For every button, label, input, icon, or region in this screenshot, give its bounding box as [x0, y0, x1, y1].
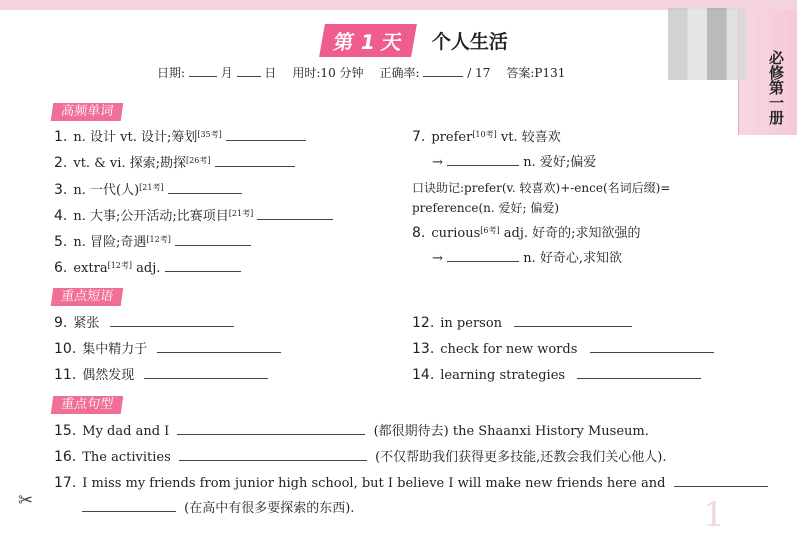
accuracy-blank[interactable] [423, 76, 463, 77]
phrase-item-12: 12. in person [412, 313, 632, 334]
vocab-item-4: 4. n. 大事;公开活动;比赛项目[21考] [54, 206, 333, 227]
vocab-item-6: 6. extra[12考] adj. [54, 258, 241, 279]
answer-blank[interactable] [257, 207, 333, 220]
phrase-item-10: 10. 集中精力于 [54, 339, 281, 360]
date-field: 日期: 月 日 [157, 66, 277, 80]
arrow-icon: → [432, 155, 443, 170]
answer-blank[interactable] [179, 448, 367, 461]
sentence-item-17-line2: (在高中有很多要探索的东西). [82, 499, 354, 519]
page-title-area [322, 24, 508, 57]
arrow-icon: → [432, 251, 443, 266]
answer-blank[interactable] [144, 366, 268, 379]
answer-blank[interactable] [447, 249, 519, 262]
book-volume-label: 必修第一册 [767, 50, 785, 125]
corner-page-number: 1 [703, 495, 725, 535]
answer-blank[interactable] [215, 154, 295, 167]
phrase-item-14: 14. learning strategies [412, 365, 701, 386]
vocab-item-3: 3. n. 一代(人)[21考] [54, 180, 242, 201]
vocab-item-7: 7. prefer[10考] vt. 较喜欢 [412, 129, 561, 145]
memory-tip-line1: 口诀助记:prefer(v. 较喜欢)+-ence(名词后缀)= [412, 181, 671, 195]
answer-page: 答案:P131 [506, 66, 566, 80]
answer-blank[interactable] [514, 314, 632, 327]
answer-blank[interactable] [590, 340, 714, 353]
answer-blank[interactable] [226, 128, 306, 141]
answer-blank[interactable] [168, 181, 242, 194]
answer-blank[interactable] [165, 259, 241, 272]
time-used: 用时:10 分钟 [292, 66, 364, 80]
memory-tip-line2: preference(n. 爱好; 偏爱) [412, 201, 560, 215]
blurred-image [668, 8, 746, 80]
vocab-section-label: 高频单词 [51, 103, 124, 121]
answer-blank[interactable] [157, 340, 281, 353]
sentence-item-15: 15. My dad and I (都很期待去) the Shaanxi History Museum. [54, 423, 649, 439]
vocab-item-2: 2. vt. & vi. 探索;勘探[26考] [54, 153, 295, 174]
day-badge: 第 1 天 [319, 24, 417, 57]
phrase-item-13: 13. check for new words [412, 339, 714, 360]
answer-blank[interactable] [177, 422, 365, 435]
vocab-item-7-derived: → n. 爱好;偏爱 [432, 155, 597, 170]
answer-blank[interactable] [674, 474, 768, 487]
phrase-section-label: 重点短语 [51, 288, 124, 306]
sentence-item-17: 17. I miss my friends from junior high school, but I believe I will make new friends here and [54, 473, 768, 494]
exercise-meta [157, 64, 565, 81]
answer-blank[interactable] [82, 499, 176, 512]
scissor-icon: ✂ [18, 490, 34, 511]
answer-blank[interactable] [110, 314, 234, 327]
answer-blank[interactable] [175, 233, 251, 246]
month-blank[interactable] [189, 76, 217, 77]
vocab-item-1: 1. n. 设计 vt. 设计;筹划[35考] [54, 127, 306, 148]
page-title: 个人生活 [431, 31, 508, 53]
vocab-item-8: 8. curious[6考] adj. 好奇的;求知欲强的 [412, 225, 641, 241]
sentence-section-label: 重点句型 [51, 396, 124, 414]
answer-blank[interactable] [447, 153, 519, 166]
vocab-item-5: 5. n. 冒险;奇遇[12考] [54, 232, 251, 253]
accuracy-field: 正确率: / 17 [379, 66, 491, 80]
phrase-item-9: 9. 紧张 [54, 313, 234, 334]
phrase-item-11: 11. 偶然发现 [54, 365, 268, 386]
day-blank[interactable] [237, 76, 261, 77]
answer-blank[interactable] [577, 366, 701, 379]
vocab-item-8-derived: → n. 好奇心,求知欲 [432, 251, 622, 266]
sentence-item-16: 16. The activities (不仅帮助我们获得更多技能,还教会我们关心他人). [54, 449, 667, 465]
